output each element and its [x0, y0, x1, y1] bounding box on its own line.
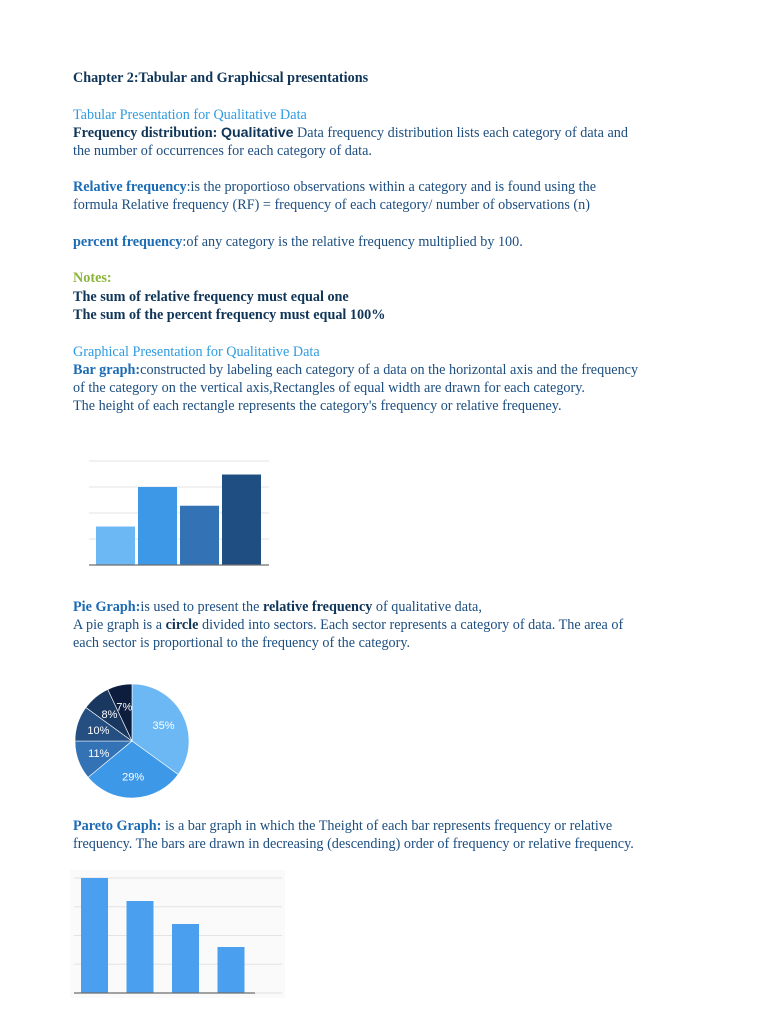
bar-graph-label: Bar graph:	[73, 362, 141, 378]
note-line-1: The sum of relative frequency must equal one	[73, 289, 349, 305]
pie-graph-line-2	[73, 616, 623, 634]
bar	[180, 506, 219, 565]
pareto-graph-line-1	[73, 817, 612, 835]
pareto-graph-line-2: frequency. The bars are drawn in decreasing (descending) order of frequency or relative frequency.	[73, 836, 634, 852]
pie-slice-label: 8%	[101, 708, 118, 721]
bar	[138, 487, 177, 565]
pie-graph-text-2c: divided into sectors. Each sector represents a category of data. The area of	[198, 617, 624, 633]
section-heading-tabular: Tabular Presentation for Qualitative Data	[73, 107, 307, 123]
relative-frequency-line-2: formula Relative frequency (RF) = frequency of each category/ number of observations (n)	[73, 197, 590, 213]
bar	[96, 527, 135, 565]
pie-graph-line-3: each sector is proportional to the frequency of the category.	[73, 635, 411, 651]
bar-graph-line-3: The height of each rectangle represents the category's frequency or relative frequeney.	[73, 398, 562, 414]
note-line-2: The sum of the percent frequency must equal 100%	[73, 307, 386, 323]
bar	[127, 901, 154, 993]
bar	[81, 878, 108, 993]
percent-frequency-label: percent frequency	[73, 234, 183, 250]
pareto-graph-label: Pareto Graph:	[73, 818, 162, 834]
pie-slice-label: 29%	[122, 771, 145, 784]
relative-frequency-line-1	[73, 178, 596, 196]
qualitative-term: Qualitative	[220, 125, 294, 141]
bar	[222, 475, 261, 565]
relative-frequency-term: relative frequency	[262, 599, 373, 615]
pareto-graph-text-1: is a bar graph in which the Theight of each bar represents frequency or relative	[161, 818, 613, 834]
pie-slice-label: 35%	[152, 719, 175, 732]
pie-graph-line-1	[73, 598, 482, 616]
percent-frequency-line	[73, 233, 523, 251]
bar-graph-text-1: constructed by labeling each category of a data on the horizontal axis and the frequency	[140, 362, 639, 378]
pie-slice-label: 11%	[88, 747, 110, 760]
bar-graph-line-2: of the category on the vertical axis,Rectangles of equal width are drawn for each category.	[73, 380, 585, 396]
bar	[172, 924, 199, 993]
frequency-distribution-line-1	[73, 124, 628, 142]
relative-frequency-label: Relative frequency	[73, 179, 187, 195]
notes-label: Notes:	[73, 270, 112, 286]
pie-graph-text-1c: of qualitative data,	[372, 599, 482, 615]
frequency-distribution-text: Data frequency distribution lists each category of data and	[297, 125, 628, 141]
frequency-distribution-label: Frequency distribution:	[73, 125, 218, 141]
pie-slice-label: 10%	[87, 725, 110, 738]
pie-slice-label: 7%	[116, 701, 133, 714]
pie-chart	[72, 682, 194, 800]
frequency-distribution-line-2: the number of occurrences for each category of data.	[73, 143, 372, 159]
section-heading-graphical: Graphical Presentation for Qualitative Data	[73, 344, 320, 360]
relative-frequency-text: :is the proportioso observations within a category and is found using the	[186, 179, 597, 195]
pie-graph-label: Pie Graph:	[73, 599, 141, 615]
circle-term: circle	[165, 617, 199, 633]
bar-graph-line-1	[73, 361, 638, 379]
bar-chart	[87, 455, 272, 570]
pareto-chart	[70, 870, 285, 998]
bar	[218, 947, 245, 993]
pie-graph-text-2a: A pie graph is a	[73, 617, 166, 633]
page-title: Chapter 2:Tabular and Graphicsal presentations	[73, 70, 369, 86]
percent-frequency-text: :of any category is the relative frequency multiplied by 100.	[182, 234, 523, 250]
pie-graph-text-1a: is used to present the	[140, 599, 263, 615]
